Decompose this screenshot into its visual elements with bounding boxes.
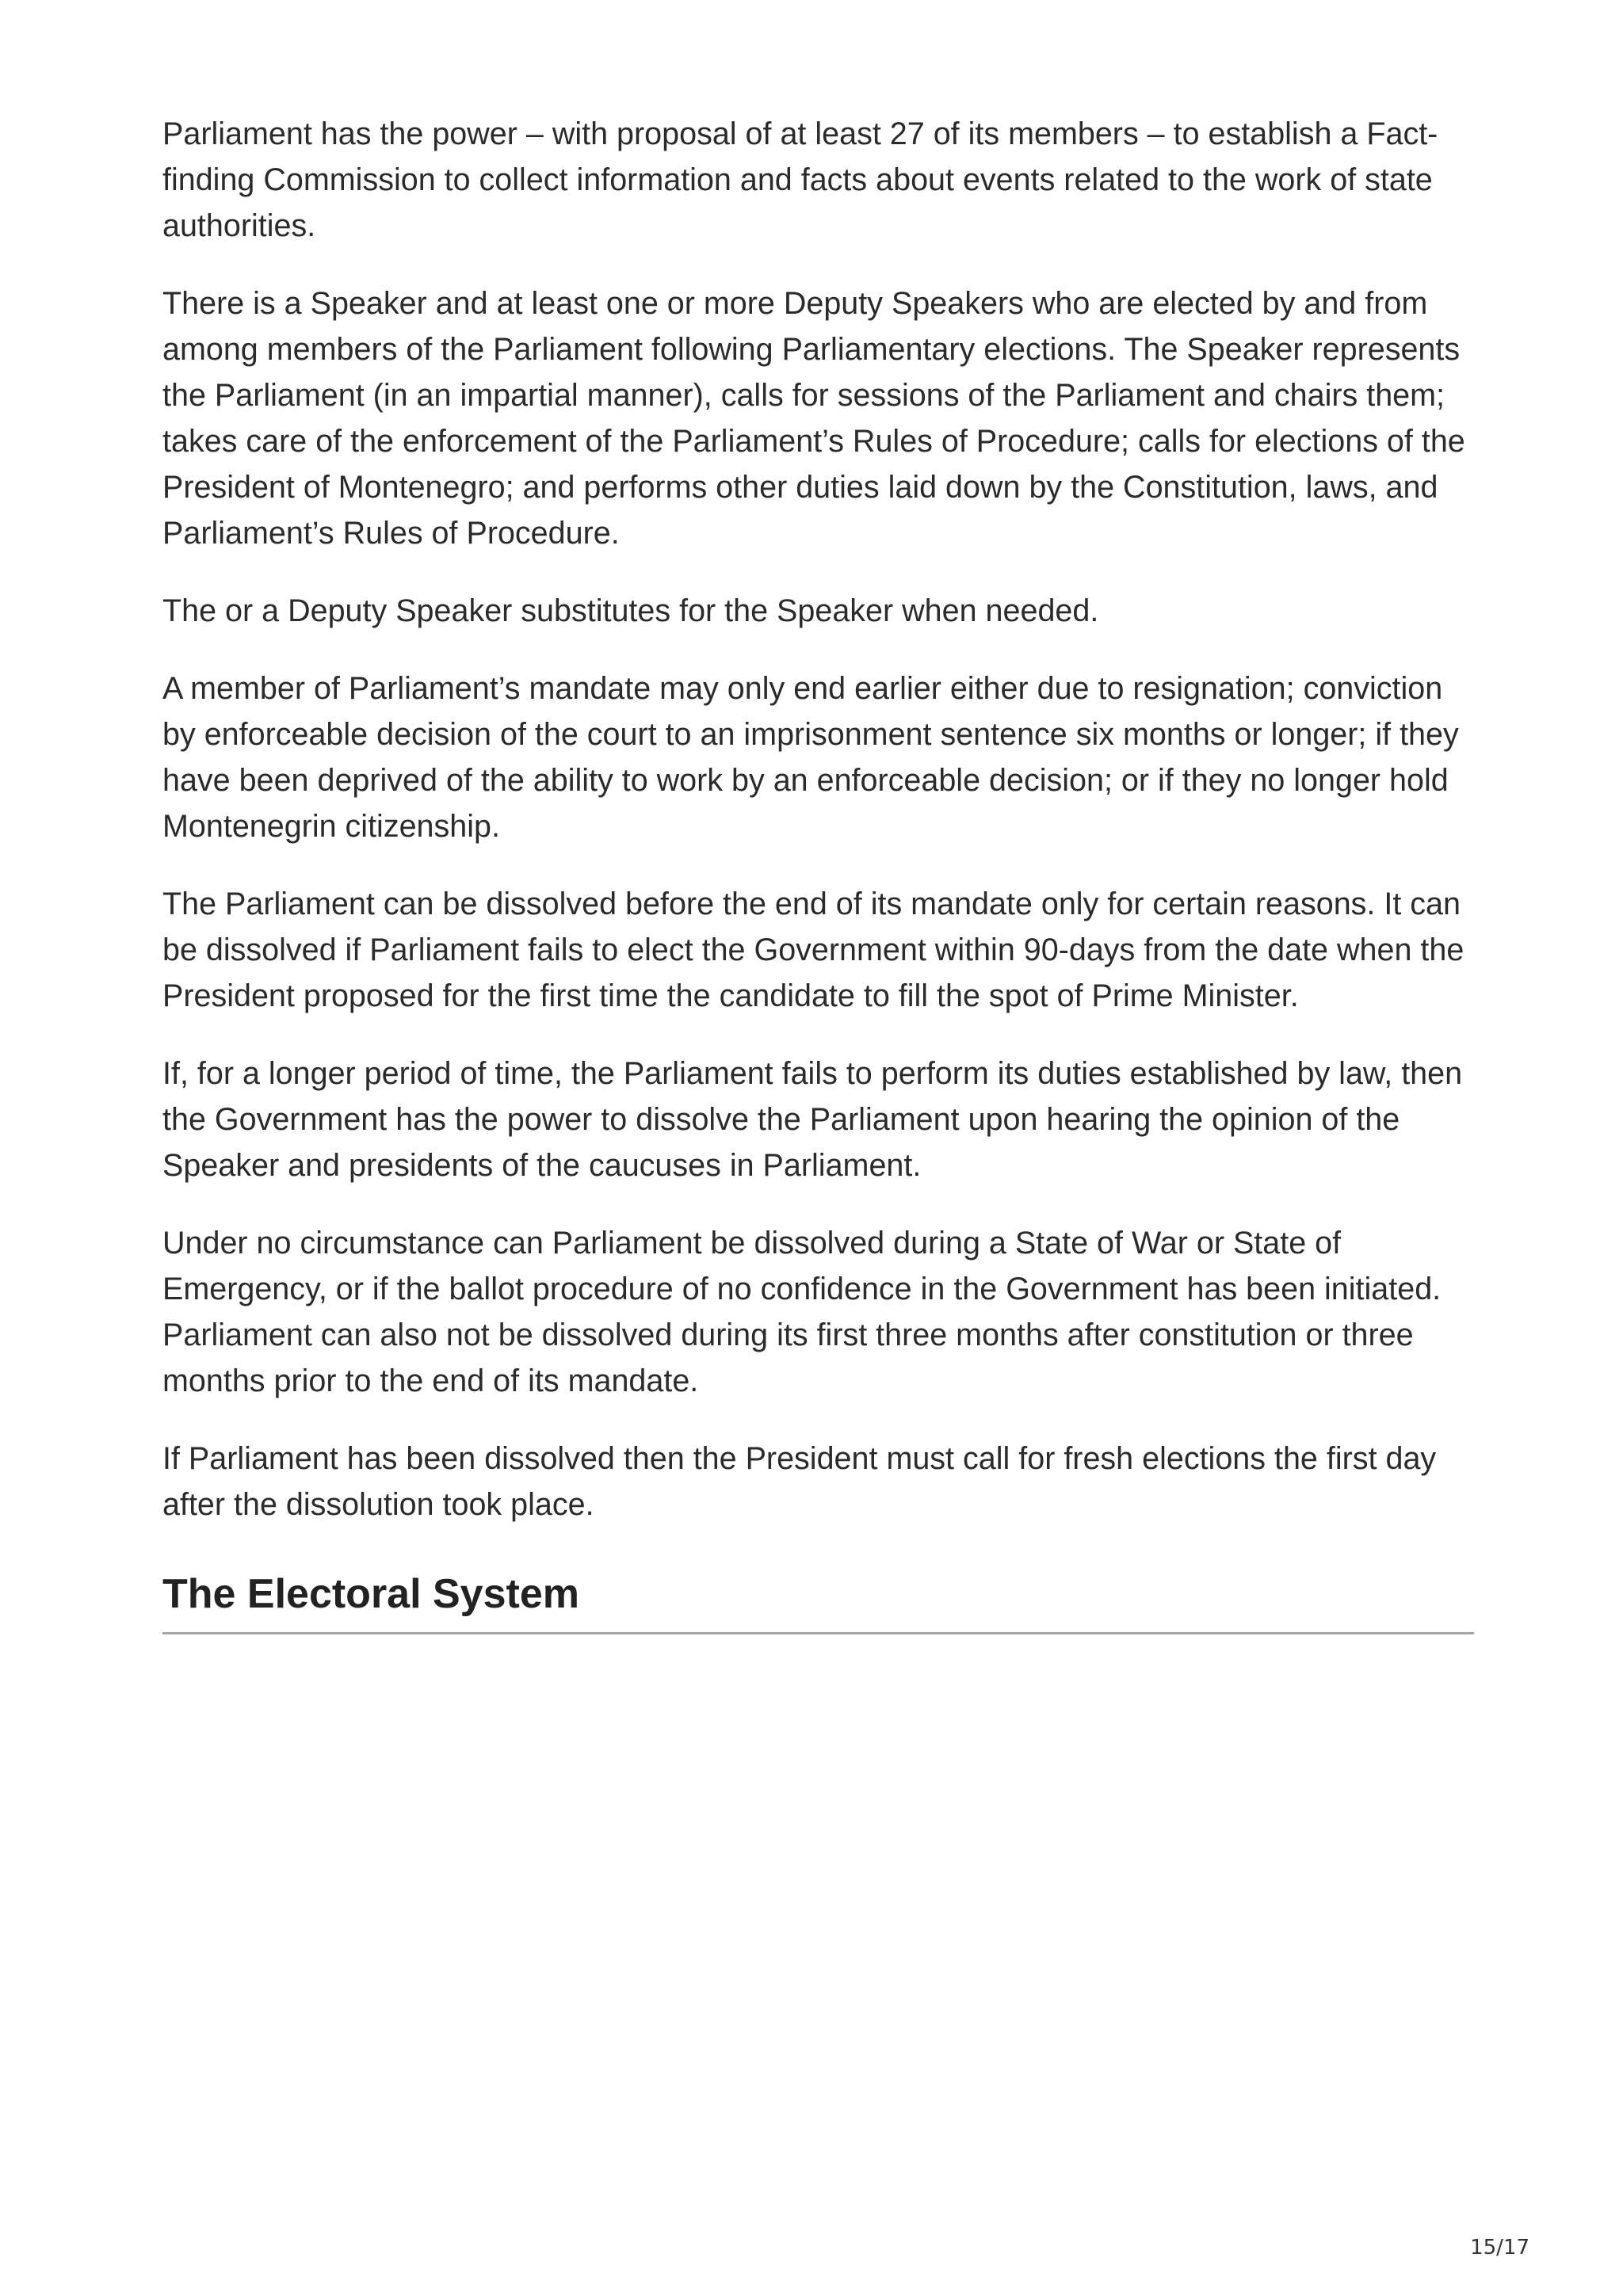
page-number: 15/17 <box>1470 2236 1529 2260</box>
paragraph-dissolution-reasons: The Parliament can be dissolved before the end of its mandate only for certain reasons. It can be dissolved if Parliament fails to elect the Government within 90-days from the date when the President proposed for the first time the candidate to fill the spot of Prime Minister. <box>162 887 1465 1013</box>
paragraph-dissolution-restrictions: Under no circumstance can Parliament be dissolved during a State of War or State of Emergency, or if the ballot procedure of no confidence in the Government has been initiated. Parliament can also not be dissolved during its first three months after constitution or three months prior to the end of its mandate. <box>162 1226 1442 1398</box>
paragraph-fresh-elections: If Parliament has been dissolved then the President must call for fresh elections the first day after the dissolution took place. <box>162 1441 1437 1522</box>
paragraph-deputy-speaker: The or a Deputy Speaker substitutes for the Speaker when needed. <box>162 593 1099 628</box>
paragraph-speaker-duties: There is a Speaker and at least one or more Deputy Speakers who are elected by and from among members of the Parliament following Parliamentary elections. The Speaker represents the Parliament (in an impartial manner), calls for sessions of the Parliament and chairs them; takes care of the enforcement of the Parliament’s Rules of Procedure; calls for elections of the President of Montenegro; and performs other duties laid down by the Constitution, laws, and Parliament’s Rules of Procedure. <box>162 286 1465 551</box>
section-heading-electoral-system: The Electoral System <box>162 1569 1474 1634</box>
paragraph-mandate-end: A member of Parliament’s mandate may only end earlier either due to resignation; conviction by enforceable decision of the court to an imprisonment sentence six months or longer; if they have been deprived of the ability to work by an enforceable decision; or if they no longer hold Montenegrin citizenship. <box>162 671 1459 844</box>
paragraph-government-dissolution: If, for a longer period of time, the Parliament fails to perform its duties established by law, then the Government has the power to dissolve the Parliament upon hearing the opinion of the Speaker and presidents of the caucuses in Parliament. <box>162 1056 1463 1183</box>
document-body <box>162 111 1474 1634</box>
paragraph-fact-finding-commission: Parliament has the power – with proposal of at least 27 of its members – to establish a Fact-finding Commission to collect information and facts about events related to the work of state authorities. <box>162 116 1438 243</box>
